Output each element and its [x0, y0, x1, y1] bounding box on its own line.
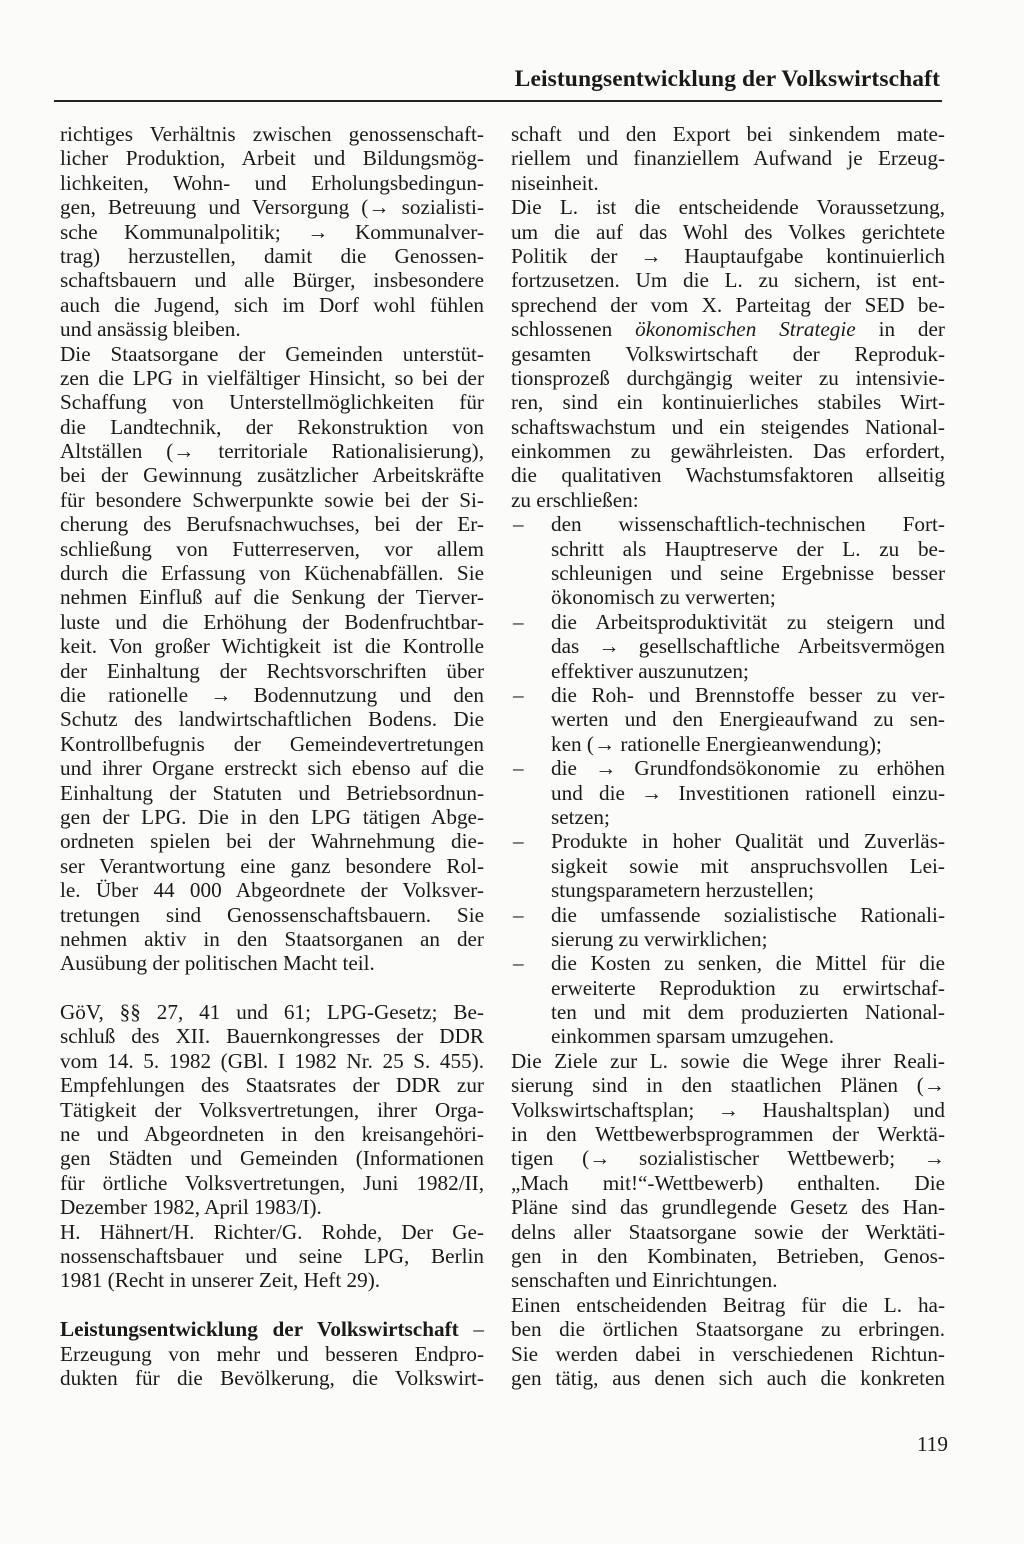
entry-heading-dash: – — [458, 1317, 484, 1342]
text-line: le. Über 44 000 Abgeordnete der Volksver- — [60, 878, 484, 903]
bullet-line — [511, 829, 945, 853]
text-line: senschaften und Einrichtungen. — [511, 1268, 778, 1293]
bullet-text: die Arbeitsproduktivität zu steigern und — [551, 609, 945, 634]
list-item — [511, 951, 945, 1049]
text-line: H. Hähnert/H. Richter/G. Rohde, Der Ge- — [60, 1219, 484, 1244]
text-line: ordneten spielen bei der Wahrnehmung die- — [60, 829, 484, 854]
text-line: auch die Jugend, sich im Dorf wohl fühlen — [60, 292, 484, 317]
bullet-line: werten und den Energieaufwand zu sen- — [551, 707, 945, 732]
paragraph-plans — [511, 1049, 945, 1293]
bullet-text: Produkte in hoher Qualität und Zuverläs- — [551, 829, 945, 854]
text-line: gen, Betreuung und Versorgung (→ sozialisti- — [60, 195, 484, 220]
text-line: riellem und finanziellem Aufwand je Erzeug- — [511, 146, 945, 171]
text-line: lichkeiten, Wohn- und Erholungsbedingun- — [60, 170, 484, 195]
bullet-line: schritt als Hauptreserve der L. zu be- — [551, 536, 945, 561]
text-line: gen tätig, aus denen sich auch die konkreten — [511, 1365, 945, 1390]
text-line: einkommen zu gewährleisten. Das erfordert, — [511, 439, 945, 464]
references-literature — [60, 1220, 484, 1293]
dash-marker: – — [513, 756, 524, 781]
paragraph-strategy — [511, 195, 945, 512]
bullet-text: die → Grundfondsökonomie zu erhöhen — [551, 756, 945, 781]
text-line: fortzusetzen. Um die L. zu sichern, ist ent- — [511, 268, 945, 293]
bullet-line — [511, 951, 945, 975]
bullet-line — [511, 683, 945, 707]
bullet-text: den wissenschaftlich-technischen Fort- — [551, 512, 945, 537]
paragraph-community-policy — [60, 122, 484, 342]
text-line: GöV, §§ 27, 41 und 61; LPG-Gesetz; Be- — [60, 1000, 484, 1025]
text-line: Schutz des landwirtschaftlichen Bodens. Die — [60, 707, 484, 732]
text-line: nossenschaftsbauer und seine LPG, Berlin — [60, 1243, 484, 1268]
text-line: Tätigkeit der Volksvertretungen, ihrer Orga- — [60, 1097, 484, 1122]
running-head: Leistungsentwicklung der Volkswirtschaft — [514, 66, 940, 92]
text-line: Kontrollbefugnis der Gemeindevertretungen — [60, 731, 484, 756]
list-item — [511, 610, 945, 683]
text-line: Die L. ist die entscheidende Voraussetzung, — [511, 195, 945, 220]
bullet-line: stungsparametern herzustellen; — [551, 878, 814, 903]
text-line: der Einhaltung der Rechtsvorschriften über — [60, 658, 484, 683]
text-line: trag) herzustellen, damit die Genossen- — [60, 243, 484, 268]
paragraph-gap — [60, 1293, 484, 1317]
text-line: Die Ziele zur L. sowie die Wege ihrer Reali- — [511, 1048, 945, 1073]
text-line: die qualitativen Wachstumsfaktoren allseitig — [511, 463, 945, 488]
dash-marker: – — [513, 682, 524, 707]
text-line: 1981 (Recht in unserer Zeit, Heft 29). — [60, 1268, 381, 1293]
bullet-line: einkommen sparsam umzugehen. — [551, 1024, 835, 1049]
text-line: schaft und den Export bei sinkendem mate- — [511, 122, 945, 146]
bullet-line: sigkeit sowie mit anspruchsvollen Lei- — [551, 853, 945, 878]
bullet-text: die Kosten zu senken, die Mittel für die — [551, 951, 945, 976]
left-column — [60, 122, 484, 1390]
text-line: licher Produktion, Arbeit und Bildungsmög- — [60, 146, 484, 171]
text-line: vom 14. 5. 1982 (GBl. I 1982 Nr. 25 S. 455). — [60, 1048, 484, 1073]
text-line: ne und Abgeordneten in den kreisangehöri- — [60, 1122, 484, 1147]
list-item — [511, 756, 945, 829]
text-line: Einen entscheidenden Beitrag für die L. ha- — [511, 1292, 945, 1317]
text-line: Politik der → Hauptaufgabe kontinuierlich — [511, 243, 945, 268]
text-line: die rationelle → Bodennutzung und den — [60, 682, 484, 707]
text-line: Erzeugung von mehr und besseren Endpro- — [60, 1341, 484, 1366]
text-span: schlossenen — [511, 317, 636, 342]
bullet-line: erweiterte Reproduktion zu erwirtschaf- — [551, 975, 945, 1000]
text-line — [511, 317, 945, 341]
bullet-line — [511, 756, 945, 780]
text-line: niseinheit. — [511, 170, 599, 195]
entry-leistungsentwicklung — [60, 1317, 484, 1390]
text-line: „Mach mit!“-Wettbewerb) enthalten. Die — [511, 1170, 945, 1195]
text-line: Schaffung von Unterstellmöglichkeiten für — [60, 390, 484, 415]
text-line: schluß des XII. Bauernkongresses der DDR — [60, 1024, 484, 1049]
bullet-line — [511, 903, 945, 927]
dash-marker: – — [513, 902, 524, 927]
references-legal — [60, 1000, 484, 1220]
paragraph-local-organs — [511, 1293, 945, 1391]
bullet-line: ten und mit dem produzierten National- — [551, 1000, 945, 1025]
text-line: sche Kommunalpolitik; → Kommunalver- — [60, 219, 484, 244]
text-line: schließung von Futterreserven, vor allem — [60, 536, 484, 561]
text-line: Pläne sind das grundlegende Gesetz des Han- — [511, 1195, 945, 1220]
text-line: tretungen sind Genossenschaftsbauern. Sie — [60, 902, 484, 927]
text-line: ben die örtlichen Staatsorgane zu erbringen. — [511, 1317, 945, 1342]
text-line: Altställen (→ territoriale Rationalisierung), — [60, 439, 484, 464]
text-line: schaftsbauern und alle Bürger, insbesondere — [60, 268, 484, 293]
bullet-text: die Roh- und Brennstoffe besser zu ver- — [551, 682, 945, 707]
text-line: Empfehlungen des Staatsrates der DDR zur — [60, 1073, 484, 1098]
text-line: Einhaltung der Statuten und Betriebsordnun- — [60, 780, 484, 805]
paragraph-state-organs — [60, 342, 484, 976]
text-line: Sie werden dabei in verschiedenen Richtun- — [511, 1341, 945, 1366]
bullet-line: effektiver auszunutzen; — [551, 658, 749, 683]
list-item — [511, 903, 945, 952]
text-line: zu erschließen: — [511, 487, 639, 512]
list-item — [511, 683, 945, 756]
page-number: 119 — [917, 1432, 948, 1456]
italic-term: ökonomischen Strategie — [635, 317, 856, 342]
bullet-line: setzen; — [551, 804, 610, 829]
text-line: keit. Von großer Wichtigkeit ist die Kontrolle — [60, 634, 484, 659]
text-line: für örtliche Volksvertretungen, Juni 1982/II, — [60, 1170, 484, 1195]
text-line: zen die LPG in vielfältiger Hinsicht, so bei der — [60, 365, 484, 390]
entry-heading: Leistungsentwicklung der Volkswirtschaft — [60, 1317, 459, 1342]
text-line: ren, sind ein kontinuierliches stabiles Wirt- — [511, 390, 945, 415]
dash-marker: – — [513, 829, 524, 854]
bullet-line: schleunigen und seine Ergebnisse besser — [551, 561, 945, 586]
dash-marker: – — [513, 512, 524, 537]
text-line: bei der Gewinnung zusätzlicher Arbeitskräfte — [60, 463, 484, 488]
text-line: nehmen Einfluß auf die Senkung der Tierver- — [60, 585, 484, 610]
bullet-text: die umfassende sozialistische Rationali- — [551, 902, 945, 927]
bullet-line: ökonomisch zu verwerten; — [551, 585, 776, 610]
list-item — [511, 512, 945, 610]
text-line: tigen (→ sozialistischer Wettbewerb; → — [511, 1146, 945, 1171]
bullet-line: und die → Investitionen rationell einzu- — [551, 780, 945, 805]
dash-marker: – — [513, 951, 524, 976]
text-line: gesamten Volkswirtschaft der Reproduk- — [511, 341, 945, 366]
text-line: delns aller Staatsorgane sowie der Werktäti- — [511, 1219, 945, 1244]
paragraph-gap — [60, 976, 484, 1000]
text-line: die Landtechnik, der Rekonstruktion von — [60, 414, 484, 439]
list-item — [511, 829, 945, 902]
entry-heading-line — [60, 1317, 484, 1341]
text-line: und ansässig bleiben. — [60, 317, 241, 342]
bullet-line — [511, 610, 945, 634]
text-line: gen in den Kombinaten, Betrieben, Genos- — [511, 1243, 945, 1268]
text-line: nehmen aktiv in den Staatsorganen an der — [60, 926, 484, 951]
text-line: Dezember 1982, April 1983/I). — [60, 1195, 322, 1220]
bullet-line: ken (→ rationelle Energieanwendung); — [551, 731, 882, 756]
text-line: für besondere Schwerpunkte sowie bei der Si- — [60, 487, 484, 512]
text-line: Die Staatsorgane der Gemeinden unterstüt- — [60, 341, 484, 366]
text-line: Volkswirtschaftsplan; → Haushaltsplan) und — [511, 1097, 945, 1122]
dash-marker: – — [513, 609, 524, 634]
bullet-list — [511, 512, 945, 1049]
text-line: luste und die Erhöhung der Bodenfruchtbar- — [60, 609, 484, 634]
text-span: in der — [855, 317, 945, 342]
text-line: ser Verantwortung eine ganz besondere Rol- — [60, 853, 484, 878]
text-line: richtiges Verhältnis zwischen genossenschaft- — [60, 122, 484, 146]
text-line: sierung sind in den staatlichen Plänen (→ — [511, 1073, 945, 1098]
bullet-line: das → gesellschaftliche Arbeitsvermögen — [551, 634, 945, 659]
text-line: dukten für die Bevölkerung, die Volkswirt- — [60, 1365, 484, 1390]
text-line: sprechend der vom X. Parteitag der SED be- — [511, 292, 945, 317]
text-line: schaftswachstum und ein steigendes National- — [511, 414, 945, 439]
header-rule — [54, 100, 942, 102]
text-line: gen der LPG. Die in den LPG tätigen Abge- — [60, 804, 484, 829]
text-line: und ihrer Organe erstreckt sich ebenso auf die — [60, 756, 484, 781]
text-line: durch die Erfassung von Küchenabfällen. Sie — [60, 561, 484, 586]
text-line: in den Wettbewerbsprogrammen der Werktä- — [511, 1122, 945, 1147]
bullet-line: sierung zu verwirklichen; — [551, 926, 768, 951]
text-line: Ausübung der politischen Macht teil. — [60, 951, 375, 976]
text-line: tionsprozeß durchgängig weiter zu intensivie- — [511, 365, 945, 390]
text-line: gen Städten und Gemeinden (Informationen — [60, 1146, 484, 1171]
text-line: cherung des Berufsnachwuchses, bei der Er- — [60, 512, 484, 537]
text-line: um die auf das Wohl des Volkes gerichtete — [511, 219, 945, 244]
right-column — [511, 122, 945, 1390]
paragraph-definition — [511, 122, 945, 195]
bullet-line — [511, 512, 945, 536]
